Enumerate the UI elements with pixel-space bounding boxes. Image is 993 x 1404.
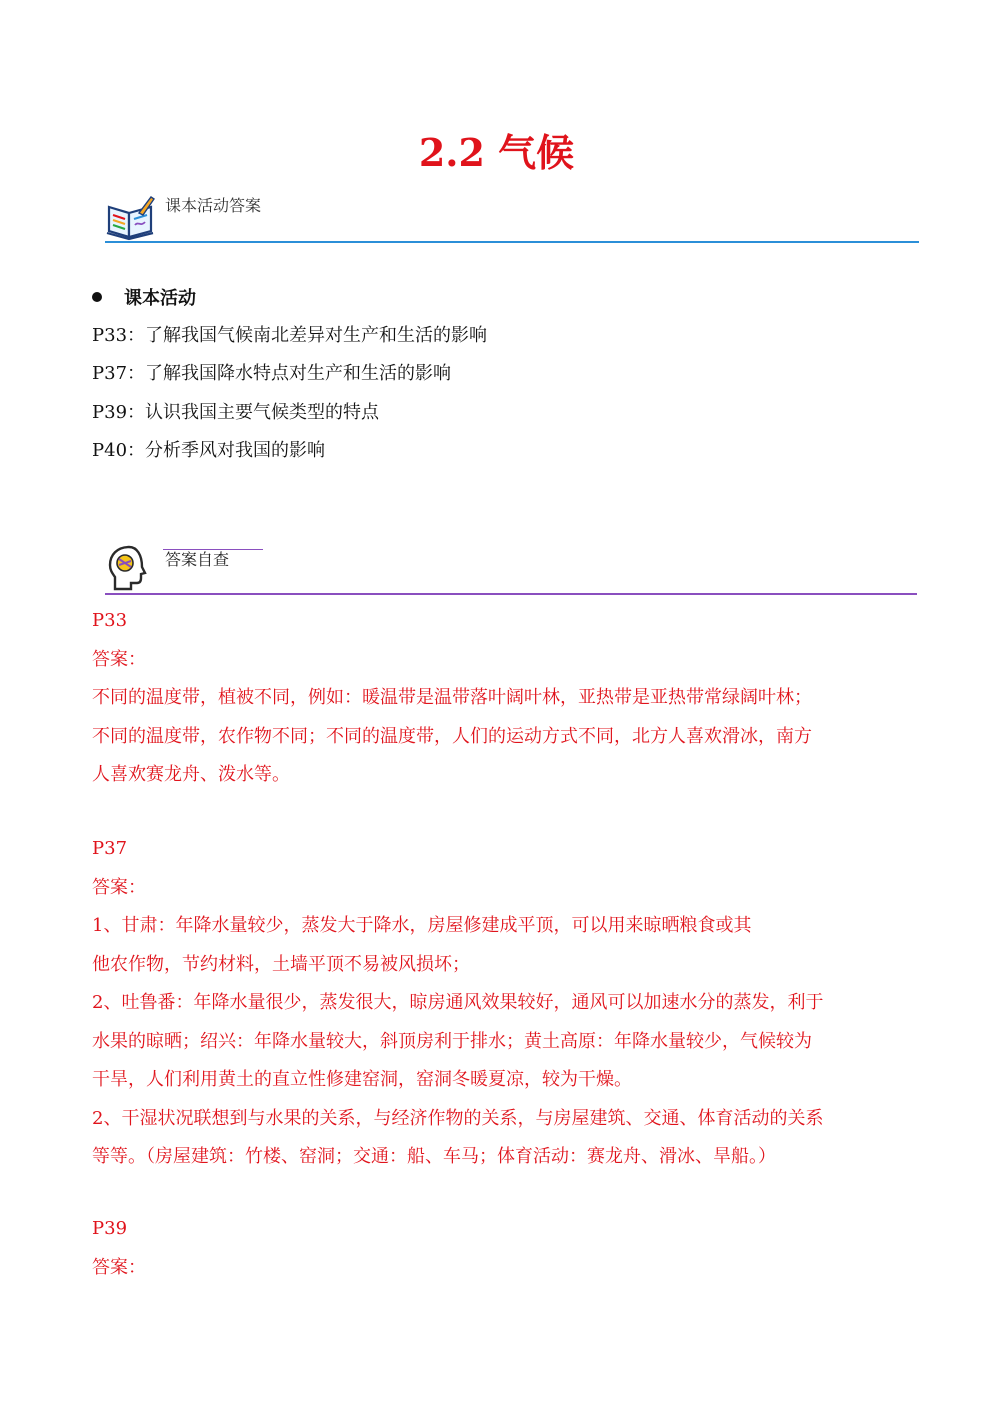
activity-item: P33：了解我国气候南北差异对生产和生活的影响 — [92, 325, 488, 346]
section-divider-self-check — [105, 593, 917, 595]
answer-page-number: P37 — [92, 838, 128, 859]
activity-item: P37：了解我国降水特点对生产和生活的影响 — [92, 363, 452, 384]
answer-line: 干旱，人们利用黄土的直立性修建窑洞，窑洞冬暖夏凉，较为干燥。 — [92, 1069, 632, 1090]
book-pencil-icon — [105, 193, 157, 245]
section-label-textbook: 课本活动答案 — [165, 196, 262, 215]
label-underline — [163, 549, 263, 550]
page-title: 2.2 气候 — [418, 130, 575, 175]
answer-line: 人喜欢赛龙舟、泼水等。 — [92, 764, 290, 785]
answer-line: 等等。（房屋建筑：竹楼、窑洞；交通：船、车马；体育活动：赛龙舟、滑冰、旱船。） — [92, 1146, 776, 1167]
answer-line: 不同的温度带，植被不同，例如：暖温带是温带落叶阔叶林，亚热带是亚热带常绿阔叶林； — [92, 687, 812, 708]
activities-heading — [92, 284, 196, 310]
activities-heading-text: 课本活动 — [124, 288, 196, 309]
activity-item: P39：认识我国主要气候类型的特点 — [92, 402, 380, 423]
answer-block-p37 — [92, 830, 907, 1177]
section-label-self-check: 答案自查 — [165, 550, 230, 569]
answer-line: 水果的晾晒；绍兴：年降水量较大，斜顶房利于排水；黄土高原：年降水量较少，气候较为 — [92, 1030, 812, 1052]
answer-line: 他农作物，节约材料，土墙平顶不易被风损坏； — [92, 953, 470, 975]
answer-page-number: P33 — [92, 610, 128, 631]
answer-label: 答案： — [92, 876, 146, 898]
answer-line: 1、甘肃：年降水量较少，蒸发大于降水，房屋修建成平顶，可以用来晾晒粮食或其 — [92, 915, 752, 936]
answer-block-p39 — [92, 1210, 907, 1287]
answer-page-number: P39 — [92, 1218, 128, 1239]
head-brain-icon — [105, 543, 153, 597]
answer-line: 不同的温度带，农作物不同；不同的温度带，人们的运动方式不同，北方人喜欢滑冰，南方 — [92, 725, 812, 747]
bullet-icon — [92, 292, 102, 302]
activity-item: P40：分析季风对我国的影响 — [92, 440, 326, 461]
answer-label: 答案： — [92, 1256, 146, 1278]
answer-line: 2、干湿状况联想到与水果的关系，与经济作物的关系，与房屋建筑、交通、体育活动的关系 — [92, 1107, 824, 1129]
answer-label: 答案： — [92, 648, 146, 670]
answer-line: 2、吐鲁番：年降水量很少，蒸发很大，晾房通风效果较好，通风可以加速水分的蒸发，利于 — [92, 992, 824, 1013]
answer-block-p33 — [92, 602, 907, 795]
section-header-textbook — [105, 193, 920, 253]
section-divider-textbook — [105, 241, 919, 243]
